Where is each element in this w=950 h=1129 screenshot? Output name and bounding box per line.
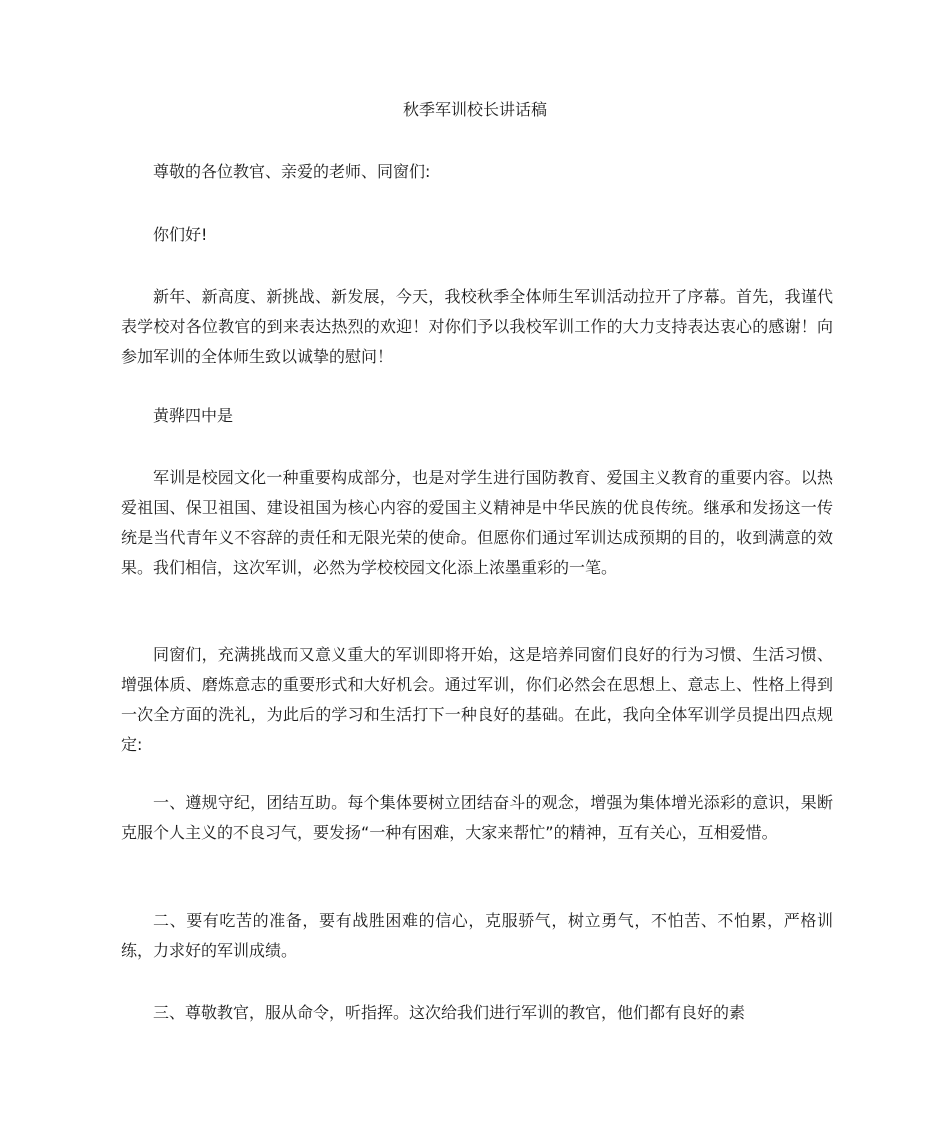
requirement-two-paragraph: 二、要有吃苦的准备，要有战胜困难的信心，克服骄气，树立勇气，不怕苦、不怕累，严格训练，力求好的军训成绩。 xyxy=(121,911,833,960)
requirement-one-paragraph: 一、遵规守纪，团结互助。每个集体要树立团结奋斗的观念，增强为集体增光添彩的意识，果断克服个人主义的不良习气，要发扬“一种有困难，大家来帮忙”的精神，互有关心，互相爱惜。 xyxy=(121,793,833,842)
students-paragraph: 同窗们，充满挑战而又意义重大的军训即将开始，这是培养同窗们良好的行为习惯、生活习惯、增强体质、磨炼意志的重要形式和大好机会。通过军训，你们必然会在思想上、意志上、性格上得到一次全方面的洗礼，为此后的学习和生活打下一种良好的基础。在此，我向全体军训学员提出四点规定: xyxy=(121,645,833,754)
salutation-paragraph: 尊敬的各位教官、亲爱的老师、同窗们: xyxy=(153,162,431,181)
opening-paragraph: 新年、新高度、新挑战、新发展，今天，我校秋季全体师生军训活动拉开了序幕。首先，我谨代表学校对各位教官的到来表达热烈的欢迎！对你们予以我校军训工作的大力支持表达衷心的感谢！向参加军训的全体师生致以诚挚的慰问！ xyxy=(121,287,833,366)
requirement-three-paragraph: 三、尊敬教官，服从命令，听指挥。这次给我们进行军训的教官，他们都有良好的素 xyxy=(153,1003,746,1022)
school-paragraph: 黄骅四中是 xyxy=(153,406,234,425)
document-title: 秋季军训校长讲话稿 xyxy=(402,100,547,119)
military-training-paragraph: 军训是校园文化一种重要构成部分，也是对学生进行国防教育、爱国主义教育的重要内容。以热爱祖国、保卫祖国、建设祖国为核心内容的爱国主义精神是中华民族的优良传统。继承和发扬这一传统是当代青年义不容辞的责任和无限光荣的使命。但愿你们通过军训达成预期的目的，收到满意的效果。我们相信，这次军训，必然为学校校园文化添上浓墨重彩的一笔。 xyxy=(121,468,833,577)
greeting-paragraph: 你们好! xyxy=(153,225,208,244)
